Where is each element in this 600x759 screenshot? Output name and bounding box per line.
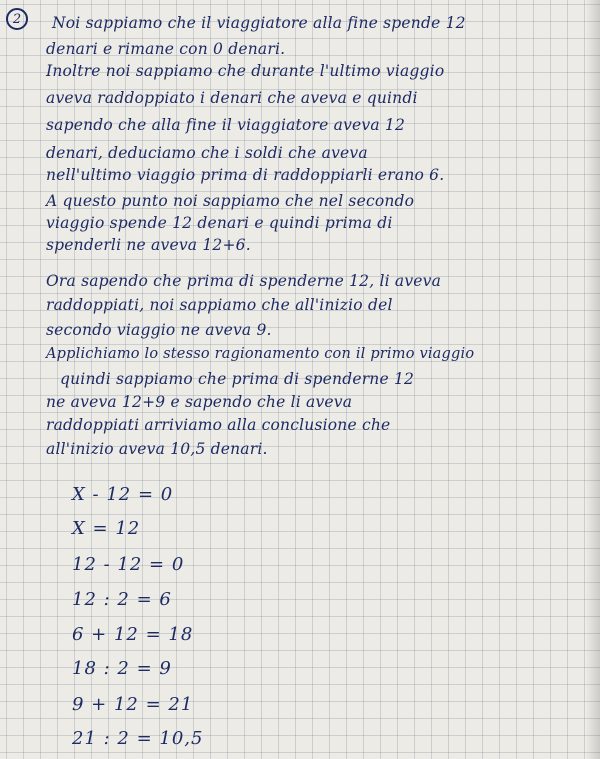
text-line: denari, deduciamo che i soldi che aveva: [46, 144, 368, 162]
equation-line: 6 + 12 = 18: [72, 624, 194, 645]
text-line: Applichiamo lo stesso ragionamento con il primo viaggio: [46, 346, 475, 362]
text-line: A questo punto noi sappiamo che nel secondo: [46, 192, 415, 210]
text-line: Ora sapendo che prima di spenderne 12, li aveva: [46, 272, 442, 290]
text-line: ne aveva 12+9 e sapendo che li aveva: [46, 393, 353, 411]
text-line: nell'ultimo viaggio prima di raddoppiarli erano 6.: [46, 166, 445, 184]
text-line: spenderli ne aveva 12+6.: [46, 236, 251, 254]
text-line: Noi sappiamo che il viaggiatore alla fine spende 12: [52, 14, 466, 32]
equation-line: X - 12 = 0: [72, 484, 174, 505]
equation-line: 21 : 2 = 10,5: [72, 728, 204, 749]
text-line: denari e rimane con 0 denari.: [46, 40, 286, 58]
equation-line: 9 + 12 = 21: [72, 694, 194, 715]
equation-line: X = 12: [72, 518, 141, 539]
exercise-number-badge: [6, 8, 28, 30]
equation-line: 12 - 12 = 0: [72, 554, 185, 575]
text-line: viaggio spende 12 denari e quindi prima di: [46, 214, 393, 232]
text-line: raddoppiati arriviamo alla conclusione che: [46, 416, 391, 434]
text-line: all'inizio aveva 10,5 denari.: [46, 440, 268, 458]
text-line: sapendo che alla fine il viaggiatore aveva 12: [46, 116, 406, 134]
equation-line: 18 : 2 = 9: [72, 658, 172, 679]
equation-line: 12 : 2 = 6: [72, 589, 172, 610]
text-line: aveva raddoppiato i denari che aveva e quindi: [46, 89, 418, 107]
text-line: secondo viaggio ne aveva 9.: [46, 321, 272, 339]
text-line: quindi sappiamo che prima di spenderne 12: [60, 370, 415, 388]
exercise-number: 2: [12, 11, 22, 27]
text-line: raddoppiati, noi sappiamo che all'inizio del: [46, 296, 393, 314]
text-line: Inoltre noi sappiamo che durante l'ultimo viaggio: [46, 62, 445, 80]
